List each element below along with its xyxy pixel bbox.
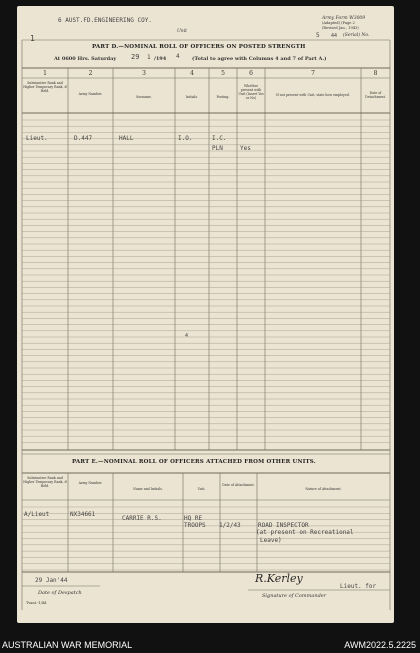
caption-bar xyxy=(0,637,420,653)
col-number: 4 xyxy=(190,70,194,77)
col-header-rank-e: Substantive Rank and Higher Temporary Rank, if Held. xyxy=(23,476,67,488)
col-header-employment: If not present with Unit, state how employed. xyxy=(276,93,350,97)
date-suffix: (Total to agree with Columns 4 and 7 of Part A.) xyxy=(192,56,327,62)
date-month: 1 xyxy=(147,54,151,61)
print-code: Tvant.-1/4d. xyxy=(26,601,48,605)
officer-number: D.447 xyxy=(74,135,93,142)
date-year: 4 xyxy=(176,53,180,60)
commander-label: Signature of Commander xyxy=(262,593,327,599)
attached-unit: HQ RE xyxy=(184,515,203,522)
officer-present: Yes xyxy=(240,145,251,152)
col-number: 6 xyxy=(249,70,253,77)
despatch-label: Date of Despatch xyxy=(38,590,82,596)
col-header-unit-e: Unit. xyxy=(197,487,206,491)
officer-rank: Lieut. xyxy=(26,135,48,142)
col-header-surname: Surname. xyxy=(136,95,152,99)
caption-source: AUSTRALIAN WAR MEMORIAL xyxy=(2,640,133,650)
form-adapted: (Adapted) (Page 2 xyxy=(322,21,355,25)
col-header-detachment: Date of Detachment. xyxy=(365,91,386,99)
attached-nature: ROAD INSPECTOR xyxy=(258,522,309,529)
unit-typed: 6 AUST.FD.ENGINEERING COY. xyxy=(58,17,152,24)
serial-label: (Serial) No. xyxy=(343,33,370,38)
attached-date: 1/2/43 xyxy=(219,522,241,529)
form-number: Army Form W3009 xyxy=(322,16,366,21)
col-header-present: Whether present with Unit (Insert Yes or No) xyxy=(238,84,264,100)
attached-name: CARRIE R.S. xyxy=(122,515,162,522)
col-number: 1 xyxy=(43,70,47,77)
col-header-rank: Substantive Rank and Higher Temporary Rank, if Held. xyxy=(23,81,67,93)
col-number: 7 xyxy=(311,70,315,77)
unit-label: Unit xyxy=(177,29,187,34)
col-header-posting: Posting. xyxy=(216,95,230,99)
attached-nature-3: Leave) xyxy=(260,537,282,544)
col-number: 5 xyxy=(221,70,225,77)
date-day: 29 xyxy=(131,53,140,61)
officer-posting: I.C. xyxy=(212,135,227,142)
commander-signature: R.Kerley xyxy=(255,572,303,585)
signature-rank: Lieut. for xyxy=(340,583,377,590)
date-year-prefix: /194 xyxy=(154,56,167,62)
col-number: 2 xyxy=(88,70,93,77)
serial-typed: 5 xyxy=(316,32,320,39)
attached-nature-2: (at present on Recreational xyxy=(256,529,354,536)
serial-typed-year: 44 xyxy=(331,33,338,39)
col-header-nature-e: Nature of Attachment. xyxy=(305,487,342,491)
col-number: 8 xyxy=(373,70,378,77)
margin-mark: 1 xyxy=(30,34,35,43)
officer-posting-2: PLN xyxy=(212,145,223,152)
attached-number: NX34661 xyxy=(70,511,96,518)
officer-surname: HALL xyxy=(119,135,134,142)
date-prefix: At 0600 Hrs. Saturday xyxy=(54,56,117,62)
stray-mark: 4 xyxy=(185,333,189,339)
caption-accession: AWM2022.5.2225 xyxy=(344,640,416,650)
officer-initials: I.O. xyxy=(178,135,193,142)
col-header-initials: Initials. xyxy=(185,95,199,99)
attached-unit-2: TROOPS xyxy=(184,522,206,529)
col-number: 3 xyxy=(142,70,146,77)
part-e-title: PART E.—NOMINAL ROLL OF OFFICERS ATTACHED FROM OTHER UNITS. xyxy=(72,459,316,465)
attached-rank: A/Lieut xyxy=(24,511,50,518)
despatch-date: 29 Jan'44 xyxy=(35,577,68,584)
part-d-title: PART D.—NOMINAL ROLL OF OFFICERS ON POSTED STRENGTH xyxy=(92,44,306,50)
col-header-army-number: Army Number. xyxy=(78,92,103,96)
form-revised: (Revised Jan., 1943) xyxy=(322,26,359,30)
col-header-army-number-e: Army Number. xyxy=(78,481,103,485)
col-header-name-e: Name and Initials. xyxy=(133,487,163,491)
col-header-date-e: Date of Attachment. xyxy=(222,483,255,487)
